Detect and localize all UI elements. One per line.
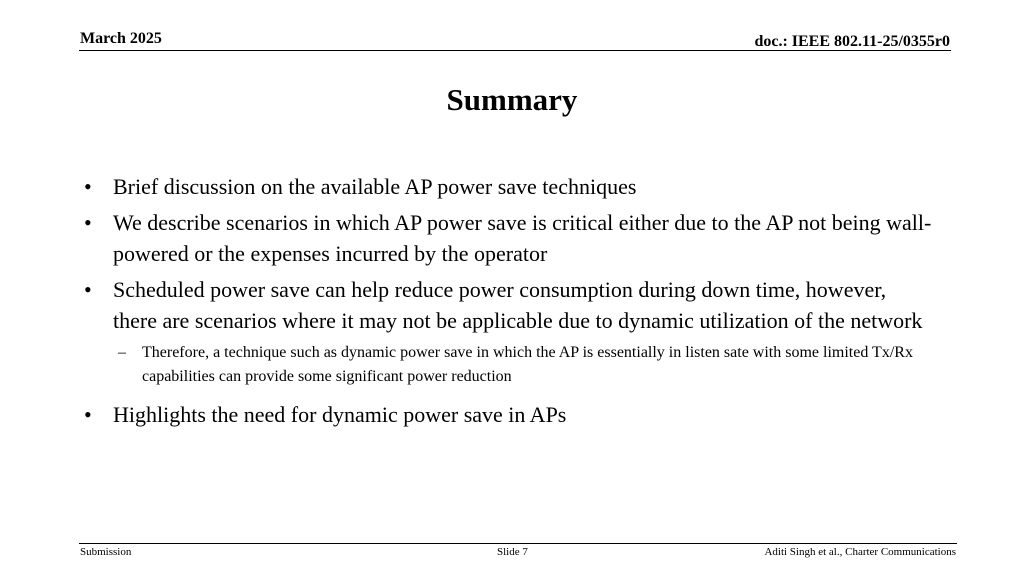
bullet-marker: •: [84, 402, 92, 427]
bullet-item: [84, 171, 934, 202]
bullet-text: Highlights the need for dynamic power save in APs: [113, 402, 567, 427]
footer-slide-number: Slide 7: [497, 546, 528, 558]
bullet-text: We describe scenarios in which AP power save is critical either due to the AP not being wall-powered or the expenses incurred by the operator: [113, 210, 932, 266]
bullet-text: Scheduled power save can help reduce power consumption during down time, however, there are scenarios where it may not be applicable due to dynamic utilization of the network: [113, 277, 923, 333]
header-divider: [79, 50, 951, 51]
footer-divider: [79, 543, 957, 544]
footer-submission: Submission: [80, 546, 132, 558]
slide-content: [84, 171, 934, 435]
bullet-item: [84, 207, 934, 269]
slide-title: Summary: [446, 82, 578, 117]
bullet-marker: •: [84, 210, 92, 235]
bullet-item: [84, 274, 934, 336]
footer-authors: Aditi Singh et al., Charter Communications: [764, 546, 956, 558]
bullet-marker: •: [84, 174, 92, 199]
header-date: March 2025: [80, 30, 162, 47]
bullet-item: [84, 399, 934, 430]
bullet-text: Brief discussion on the available AP power save techniques: [113, 174, 637, 199]
sub-bullet-text: Therefore, a technique such as dynamic power save in which the AP is essentially in listen sate with some limited Tx/Rx capabilities can provide some significant power reduction: [142, 344, 913, 385]
sub-bullet-item: [118, 341, 934, 389]
bullet-marker: •: [84, 277, 92, 302]
sub-bullet-marker: –: [118, 344, 126, 361]
header-doc-id: doc.: IEEE 802.11-25/0355r0: [754, 33, 950, 50]
